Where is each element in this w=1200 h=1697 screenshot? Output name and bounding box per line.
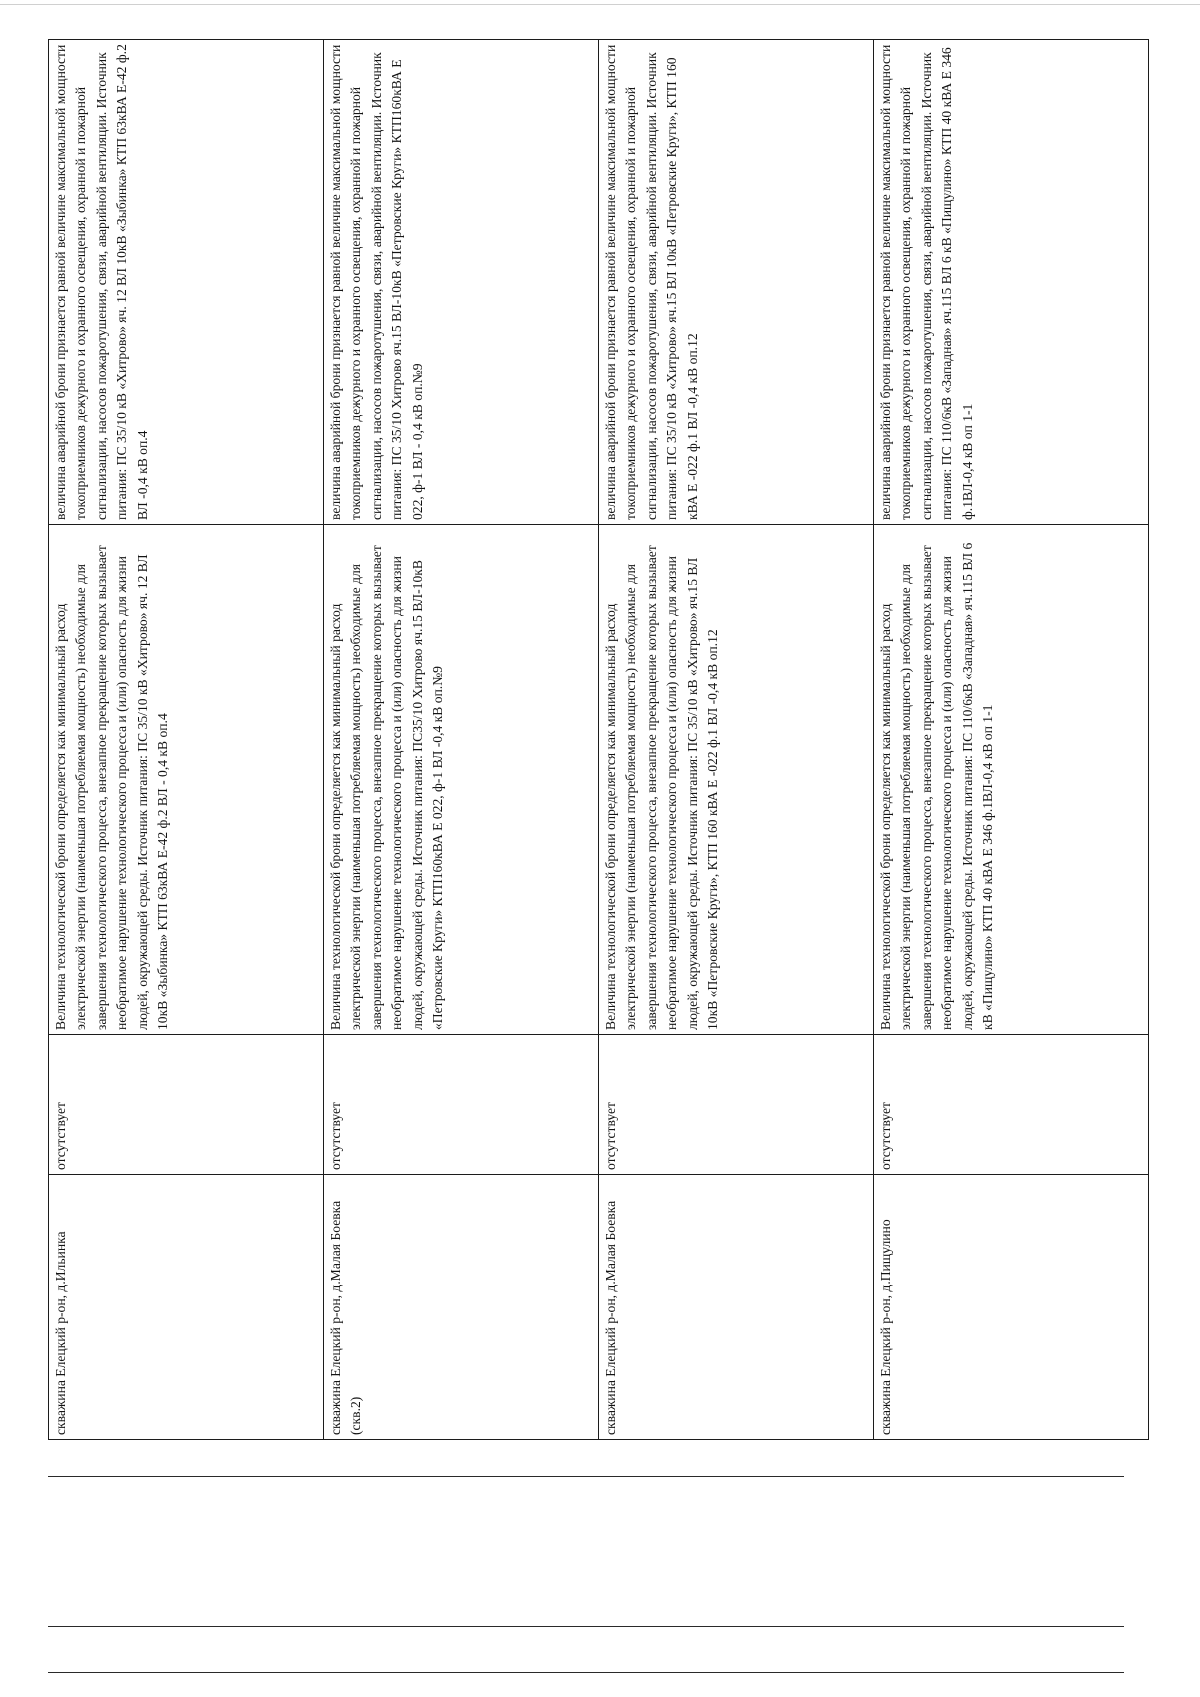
separator-line <box>48 1626 1124 1627</box>
tech-description-cell: Величина технологической брони определяется как минимальный расход электрической энергии (наименьшая потребляемая мощность) необходимые для завершения технологического процесса, внезапное прекращение которых вызывает необратимое нарушение технологического процесса и (или) опасность для жизни людей, окружающей среды. Источник питания: ПС 35/10 кВ «Хитрово» яч.15 ВЛ 10кВ «Петровские Круги», КТП 160 кВА Е -022 ф.1 ВЛ -0,4 кВ оп.12 <box>599 525 874 1035</box>
tech-reserve-cell: отсутствует <box>324 1035 599 1175</box>
separator-line <box>48 1672 1124 1673</box>
separator-line <box>48 1476 1124 1477</box>
object-cell: скважина Елецкий р-он, д.Малая Боевка <box>599 1175 874 1440</box>
tech-description-cell: Величина технологической брони определяется как минимальный расход электрической энергии (наименьшая потребляемая мощность) необходимые для завершения технологического процесса, внезапное прекращение которых вызывает необратимое нарушение технологического процесса и (или) опасность для жизни людей, окружающей среды. Источник питания: ПС 110/6кВ «Западная» яч.115 ВЛ 6 кВ «Пищулино» КТП 40 кВА Е 346 ф.1ВЛ-0,4 кВ оп 1-1 <box>874 525 1149 1035</box>
rotated-table-area <box>48 40 1128 1440</box>
tech-reserve-cell: отсутствует <box>874 1035 1149 1175</box>
tech-description-cell: Величина технологической брони определяется как минимальный расход электрической энергии (наименьшая потребляемая мощность) необходимые для завершения технологического процесса, внезапное прекращение которых вызывает необратимое нарушение технологического процесса и (или) опасность для жизни людей, окружающей среды. Источник питания: ПС35/10 Хитрово яч.15 ВЛ-10кВ «Петровские Круги» КТП160кВА Е 022, ф-1 ВЛ -0,4 кВ оп.№9 <box>324 525 599 1035</box>
tech-reserve-cell: отсутствует <box>599 1035 874 1175</box>
top-edge-line <box>0 4 1200 5</box>
emergency-description-cell: величина аварийной брони признается равной величине максимальной мощности токоприемников дежурного и охранного освещения, охранной и пожарной сигнализации, насосов пожаротушения, связи, аварийной вентиляции. Источник питания: ПС 110/6кВ «Западная» яч.115 ВЛ 6 кВ «Пищулино» КТП 40 кВА Е 346 ф.1ВЛ-0,4 кВ оп 1-1 <box>874 40 1149 525</box>
object-cell: скважина Елецкий р-он, д.Пищулино <box>874 1175 1149 1440</box>
table-row <box>599 40 874 1440</box>
power-reserve-table <box>48 39 1149 1440</box>
tech-reserve-cell: отсутствует <box>49 1035 324 1175</box>
table-row <box>874 40 1149 1440</box>
object-cell: скважина Елецкий р-он, д.Малая Боевка (скв.2) <box>324 1175 599 1440</box>
emergency-description-cell: величина аварийной брони признается равной величине максимальной мощности токоприемников дежурного и охранного освещения, охранной и пожарной сигнализации, насосов пожаротушения, связи, аварийной вентиляции. Источник питания: ПС 35/10 Хитрово яч.15 ВЛ-10кВ «Петровские Круги» КТП160кВА Е 022, ф-1 ВЛ - 0,4 кВ оп.№9 <box>324 40 599 525</box>
table-row <box>324 40 599 1440</box>
tech-description-cell: Величина технологической брони определяется как минимальный расход электрической энергии (наименьшая потребляемая мощность) необходимые для завершения технологического процесса, внезапное прекращение которых вызывает необратимое нарушение технологического процесса и (или) опасность для жизни людей, окружающей среды. Источник питания: ПС 35/10 кВ «Хитрово» яч. 12 ВЛ 10кВ «Зыбинка» КТП 63кВА Е-42 ф.2 ВЛ - 0,4 кВ оп.4 <box>49 525 324 1035</box>
emergency-description-cell: величина аварийной брони признается равной величине максимальной мощности токоприемников дежурного и охранного освещения, охранной и пожарной сигнализации, насосов пожаротушения, связи, аварийной вентиляции. Источник питания: ПС 35/10 кВ «Хитрово» яч. 12 ВЛ 10кВ «Зыбинка» КТП 63кВА Е-42 ф.2 ВЛ -0,4 кВ оп.4 <box>49 40 324 525</box>
rotated-table-frame <box>48 40 1128 1440</box>
emergency-description-cell: величина аварийной брони признается равной величине максимальной мощности токоприемников дежурного и охранного освещения, охранной и пожарной сигнализации, насосов пожаротушения, связи, аварийной вентиляции. Источник питания: ПС 35/10 кВ «Хитрово» яч.15 ВЛ 10кВ «Петровские Круги», КТП 160 кВА Е -022 ф.1 ВЛ -0,4 кВ оп.12 <box>599 40 874 525</box>
table-row <box>49 40 324 1440</box>
object-cell: скважина Елецкий р-он, д.Ильинка <box>49 1175 324 1440</box>
